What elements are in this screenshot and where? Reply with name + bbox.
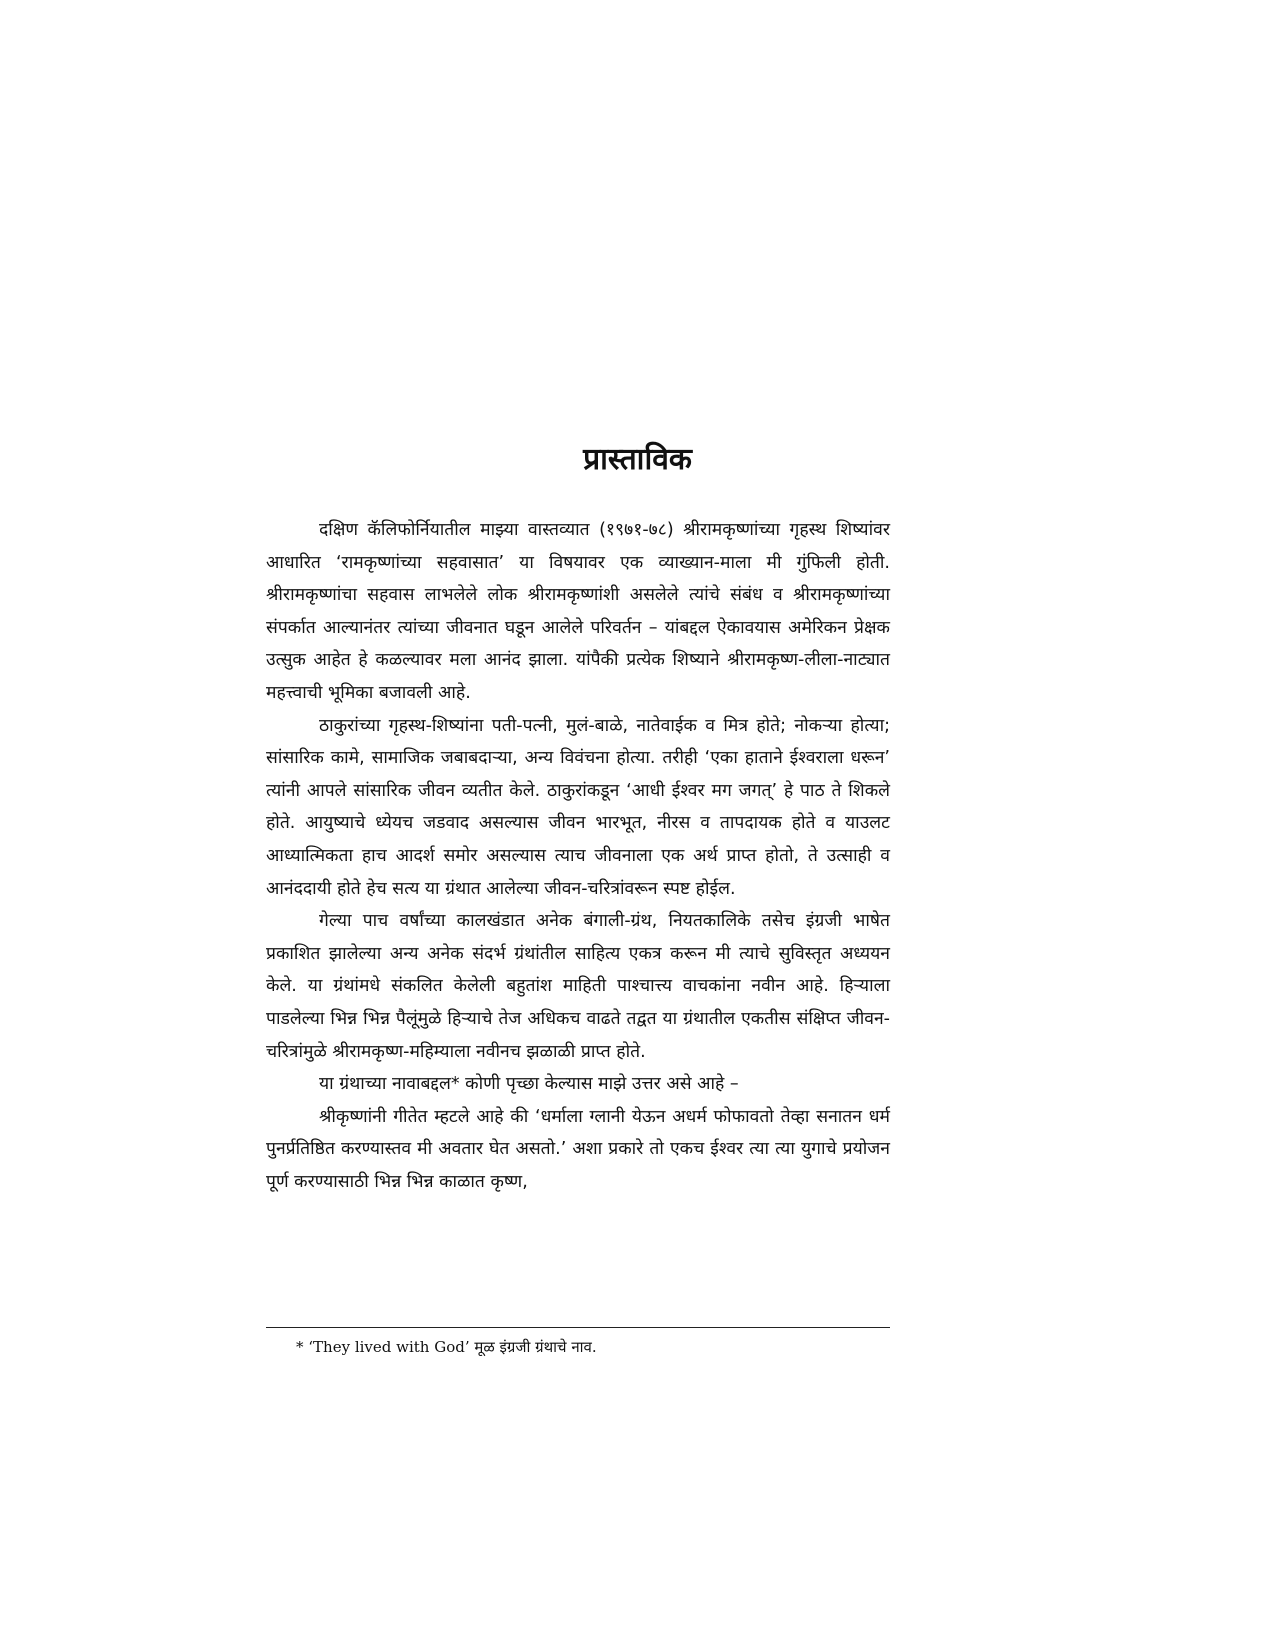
body-text [266, 514, 890, 1198]
paragraph: दक्षिण कॅलिफोर्नियातील माझ्या वास्तव्यात (१९७१-७८) श्रीरामकृष्णांच्या गृहस्थ शिष्यांवर आधारित ‘रामकृष्णांच्या सहवासात’ या विषयावर एक व्याख्यान-माला मी गुंफिली होती. श्रीरामकृष्णांचा सहवास लाभलेले लोक श्रीरामकृष्णांशी असलेले त्यांचे संबंध व श्रीरामकृष्णांच्या संपर्कात आल्यानंतर त्यांच्या जीवनात घडून आलेले परिवर्तन – यांबद्दल ऐकावयास अमेरिकन प्रेक्षक उत्सुक आहेत हे कळल्यावर मला आनंद झाला. यांपैकी प्रत्येक शिष्याने श्रीरामकृष्ण-लीला-नाट्यात महत्त्वाची भूमिका बजावली आहे. [266, 520, 890, 703]
paragraph: या ग्रंथाच्या नावाबद्दल* कोणी पृच्छा केल्यास माझे उत्तर असे आहे – [319, 1074, 739, 1095]
page-title: प्रास्ताविक [583, 442, 692, 477]
footnote: * ‘They lived with God’ मूळ इंग्रजी ग्रंथाचे नाव. [296, 1338, 597, 1356]
footnote-divider [266, 1327, 890, 1328]
paragraph: गेल्या पाच वर्षांच्या कालखंडात अनेक बंगाली-ग्रंथ, नियतकालिके तसेच इंग्रजी भाषेत प्रकाशित झालेल्या अन्य अनेक संदर्भ ग्रंथांतील साहित्य एकत्र करून मी त्याचे सुविस्तृत अध्ययन केले. या ग्रंथांमधे संकलित केलेली बहुतांश माहिती पाश्चात्त्य वाचकांना नवीन आहे. हिऱ्याला पाडलेल्या भिन्न भिन्न पैलूंमुळे हिऱ्याचे तेज अधिकच वाढते तद्वत या ग्रंथातील एकतीस संक्षिप्त जीवन-चरित्रांमुळे श्रीरामकृष्ण-महिम्याला नवीनच झळाळी प्राप्त होते. [266, 911, 890, 1062]
paragraph: श्रीकृष्णांनी गीतेत म्हटले आहे की ‘धर्माला ग्लानी येऊन अधर्म फोफावतो तेव्हा सनातन धर्म पुनर्प्रतिष्ठित करण्यास्तव मी अवतार घेत असतो.’ अशा प्रकारे तो एकच ईश्वर त्या त्या युगाचे प्रयोजन पूर्ण करण्यासाठी भिन्न भिन्न काळात कृष्ण, [266, 1106, 890, 1192]
paragraph: ठाकुरांच्या गृहस्थ-शिष्यांना पती-पत्नी, मुलं-बाळे, नातेवाईक व मित्र होते; नोकऱ्या होत्या; सांसारिक कामे, सामाजिक जबाबदाऱ्या, अन्य विवंचना होत्या. तरीही ‘एका हाताने ईश्वराला धरून’ त्यांनी आपले सांसारिक जीवन व्यतीत केले. ठाकुरांकडून ‘आधी ईश्वर मग जगत्’ हे पाठ ते शिकले होते. आयुष्याचे ध्येयच जडवाद असल्यास जीवन भारभूत, नीरस व तापदायक होते व याउलट आध्यात्मिकता हाच आदर्श समोर असल्यास त्याच जीवनाला एक अर्थ प्राप्त होतो, ते उत्साही व आनंददायी होते हेच सत्य या ग्रंथात आलेल्या जीवन-चरित्रांवरून स्पष्ट होईल. [266, 715, 890, 899]
